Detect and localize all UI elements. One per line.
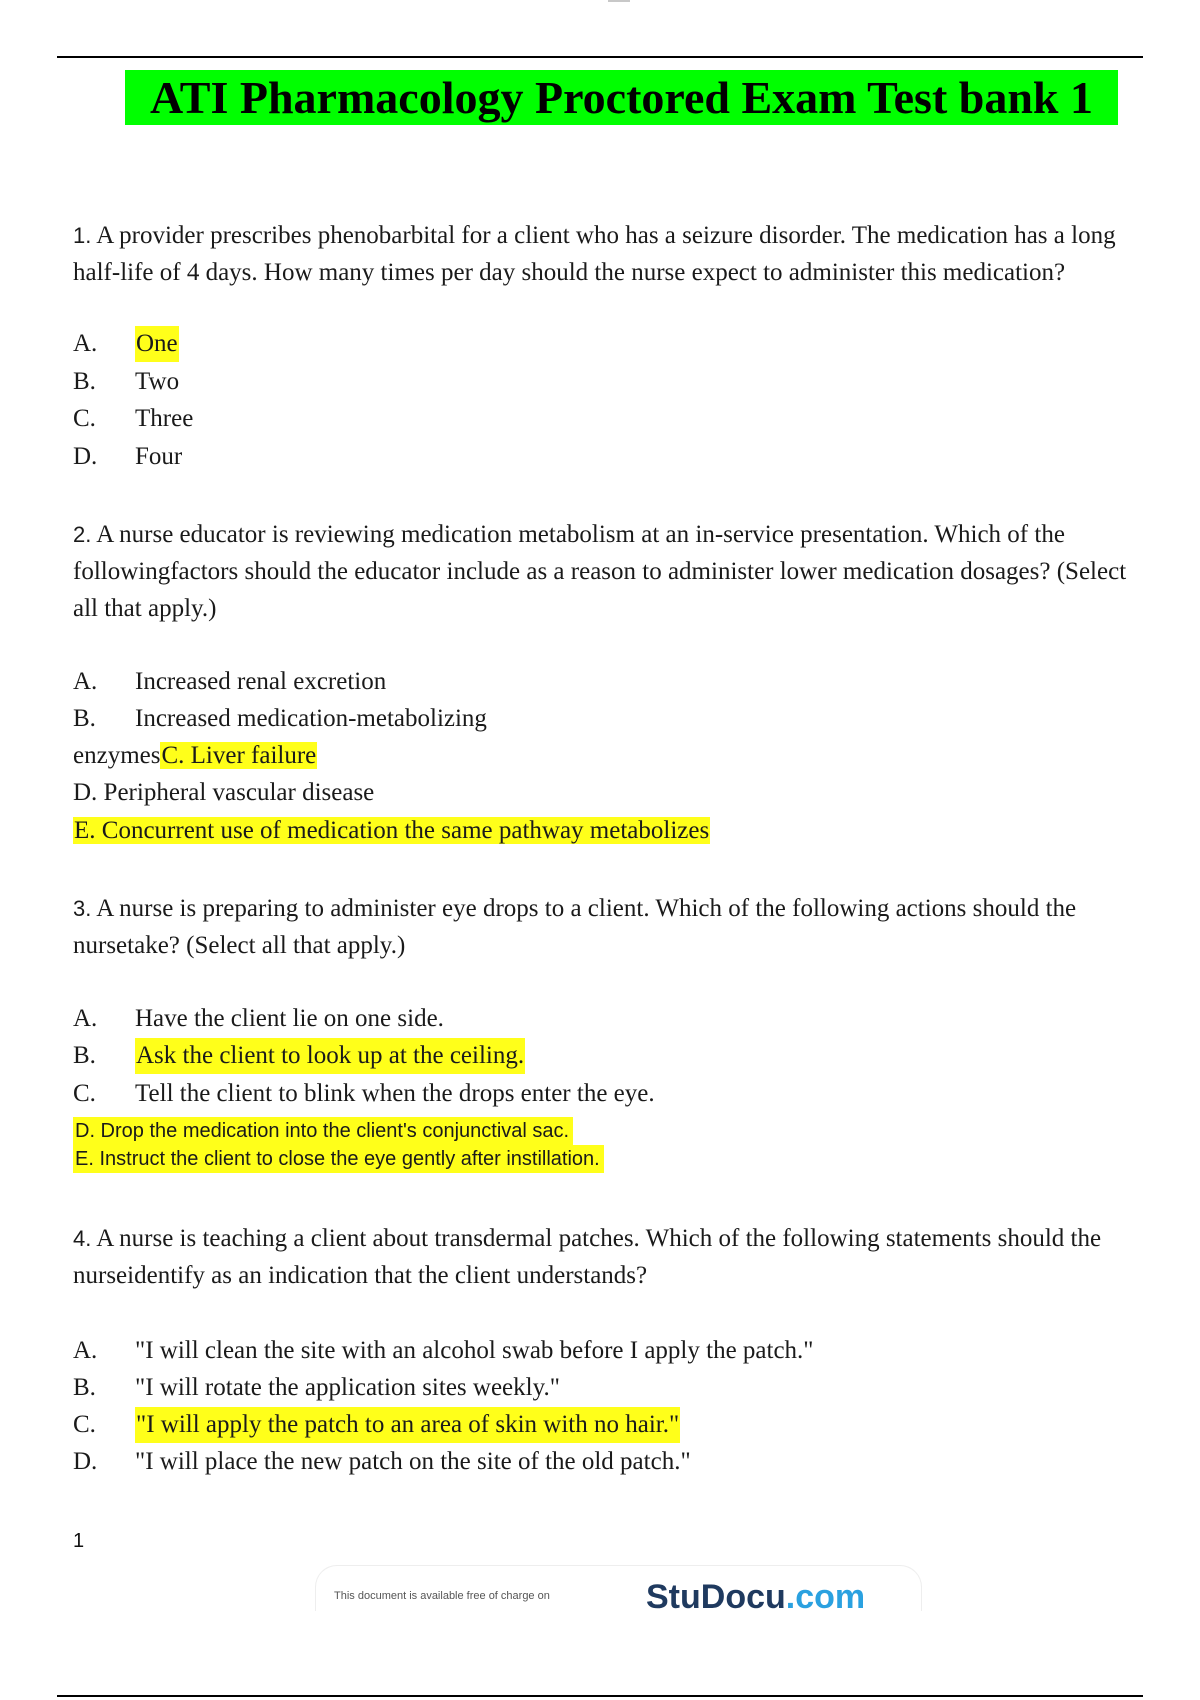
question-4 xyxy=(73,1220,1143,1294)
option-text: Tell the client to blink when the drops enter the eye. xyxy=(135,1080,655,1107)
footer-text: This document is available free of charge on xyxy=(334,1590,550,1602)
option-text: Increased medication-metabolizing xyxy=(135,705,487,732)
option-row xyxy=(73,813,710,849)
top-edge-mark xyxy=(608,0,630,2)
top-rule xyxy=(57,56,1143,58)
option-letter: C. xyxy=(73,405,96,432)
option-letter: D. xyxy=(73,443,98,470)
question-number: 2. xyxy=(73,522,92,547)
page-title: ATI Pharmacology Proctored Exam Test bank 1 xyxy=(125,70,1118,125)
option-letter: C. xyxy=(73,1411,96,1438)
question-2 xyxy=(73,516,1143,627)
question-number: 1. xyxy=(73,223,92,248)
question-3 xyxy=(73,890,1143,964)
option-text: "I will place the new patch on the site of the old patch." xyxy=(135,1448,691,1475)
option-text-correct: "I will apply the patch to an area of skin with no hair." xyxy=(135,1407,680,1443)
option-letter: B. xyxy=(73,368,96,395)
bottom-rule xyxy=(57,1695,1143,1697)
option-row xyxy=(73,738,317,774)
option-letter: A. xyxy=(73,330,98,357)
option-letter: A. xyxy=(73,668,98,695)
studocu-logo[interactable] xyxy=(646,1578,865,1611)
option-text: Have the client lie on one side. xyxy=(135,1005,444,1032)
option-letter: D. xyxy=(73,1448,98,1475)
question-stem: A nurse educator is reviewing medication metabolism at an in-service presentation. Which of the followingfactors should the educator include as a reason to administer lower medication dosages? (Select all that apply.) xyxy=(73,521,1127,622)
option-text-correct: C. Liver failure xyxy=(161,742,317,769)
question-stem: A nurse is teaching a client about transdermal patches. Which of the following statements should the nurseidentify as an indication that the client understands? xyxy=(73,1225,1102,1289)
option-letter: A. xyxy=(73,1005,98,1032)
option-text: D. Peripheral vascular disease xyxy=(73,779,375,806)
option-text-correct: Ask the client to look up at the ceiling. xyxy=(135,1038,525,1074)
option-text-correct: E. Concurrent use of medication the same pathway metabolizes xyxy=(74,817,710,844)
question-1 xyxy=(73,217,1143,291)
option-letter: B. xyxy=(73,1374,96,1401)
option-text-correct: D. Drop the medication into the client's conjunctival sac. xyxy=(73,1117,573,1145)
option-letter: A. xyxy=(73,1337,98,1364)
option-wrap-text: enzymes xyxy=(73,742,161,769)
option-letter: B. xyxy=(73,1042,96,1069)
logo-main: StuDocu xyxy=(646,1578,786,1611)
question-number: 3. xyxy=(73,896,92,921)
studocu-footer[interactable] xyxy=(315,1565,922,1611)
page-number: 1 xyxy=(73,1530,85,1552)
question-number: 4. xyxy=(73,1226,92,1251)
option-text: Increased renal excretion xyxy=(135,668,387,695)
option-text-correct: One xyxy=(135,326,179,362)
option-text: "I will rotate the application sites weekly." xyxy=(135,1374,560,1401)
option-row xyxy=(73,775,374,811)
option-text-correct: E. Instruct the client to close the eye gently after instillation. xyxy=(73,1145,604,1173)
question-stem: A provider prescribes phenobarbital for a client who has a seizure disorder. The medication has a long half-life of 4 days. How many times per day should the nurse expect to administer this medication? xyxy=(73,222,1116,286)
option-letter: C. xyxy=(73,1080,96,1107)
option-text: Three xyxy=(135,405,194,432)
question-stem: A nurse is preparing to administer eye drops to a client. Which of the following actions should the nursetake? (Select all that apply.) xyxy=(73,895,1077,959)
logo-accent: .com xyxy=(785,1578,866,1611)
option-text: Four xyxy=(135,443,183,470)
option-letter: B. xyxy=(73,705,96,732)
option-text: Two xyxy=(135,368,180,395)
option-text: "I will clean the site with an alcohol swab before I apply the patch." xyxy=(135,1337,814,1364)
